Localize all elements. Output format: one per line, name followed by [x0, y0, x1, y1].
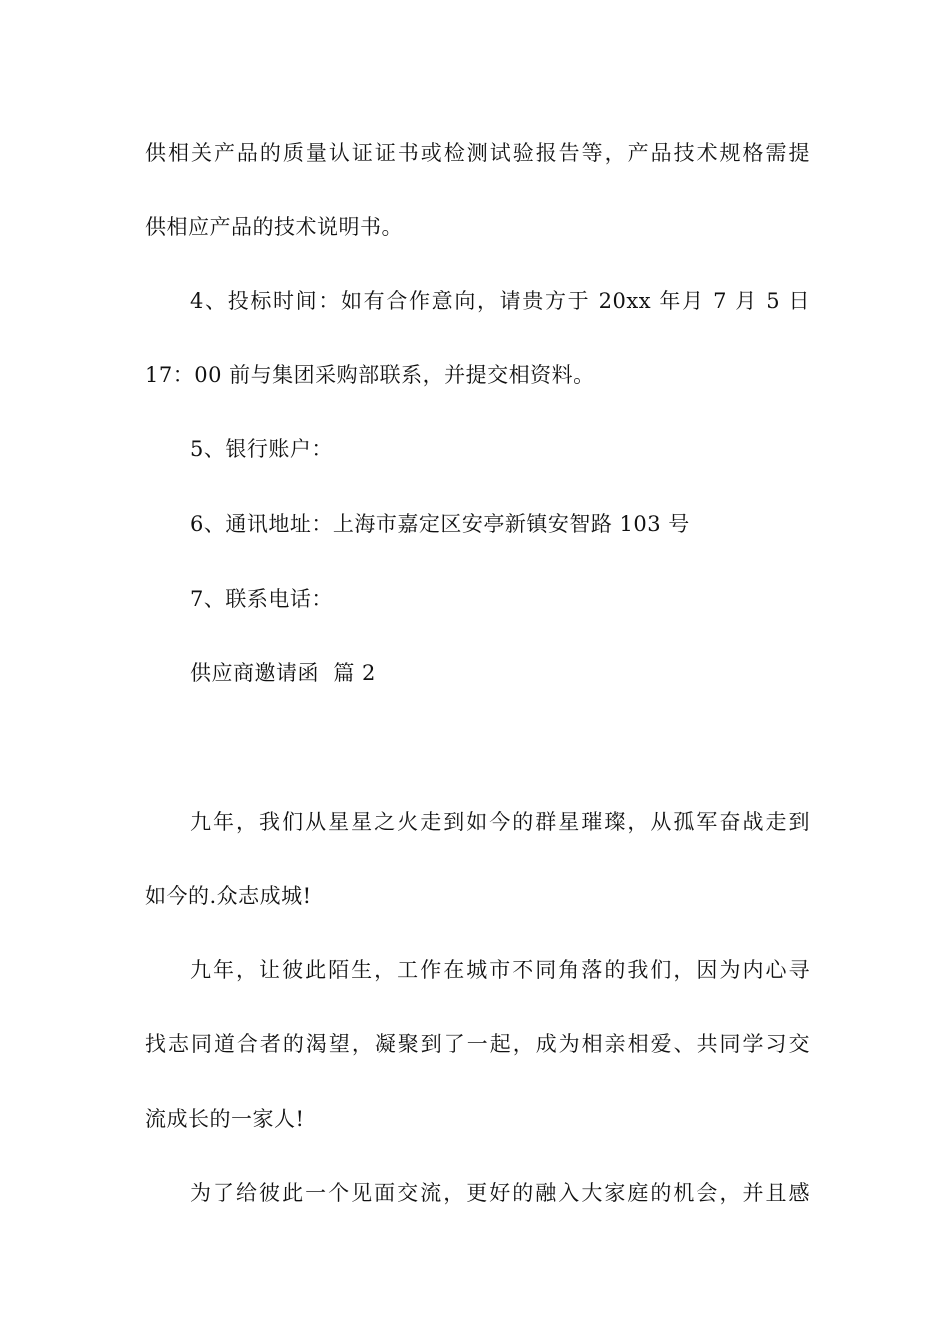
paragraph-2-line-2: 17：00 前与集团采购部联系，并提交相资料。	[145, 363, 595, 387]
paragraph-9-line-1: 为了给彼此一个见面交流，更好的融入大家庭的机会，并且感	[190, 1181, 810, 1205]
paragraph-1-line-1: 供相关产品的质量认证证书或检测试验报告等，产品技术规格需提	[145, 141, 810, 165]
paragraph-8-line-1: 九年，让彼此陌生，工作在城市不同角落的我们，因为内心寻	[190, 958, 810, 982]
paragraph-7-line-1: 九年，我们从星星之火走到如今的群星璀璨，从孤军奋战走到	[190, 810, 810, 834]
paragraph-8-line-3: 流成长的一家人!	[145, 1107, 305, 1131]
paragraph-2-line-1: 4、投标时间：如有合作意向，请贵方于 20xx 年月 7 月 5 日	[190, 289, 810, 313]
contact-phone-line: 7、联系电话：	[190, 587, 333, 611]
paragraph-7-line-2: 如今的.众志成城!	[145, 884, 312, 908]
mailing-address-line: 6、通讯地址：上海市嘉定区安亭新镇安智路 103 号	[190, 512, 690, 536]
paragraph-8-line-2: 找志同道合者的渴望，凝聚到了一起，成为相亲相爱、共同学习交	[145, 1032, 810, 1056]
paragraph-1-line-2: 供相应产品的技术说明书。	[145, 215, 403, 239]
section-heading: 供应商邀请函 篇 2	[190, 661, 376, 685]
bank-account-line: 5、银行账户：	[190, 437, 333, 461]
